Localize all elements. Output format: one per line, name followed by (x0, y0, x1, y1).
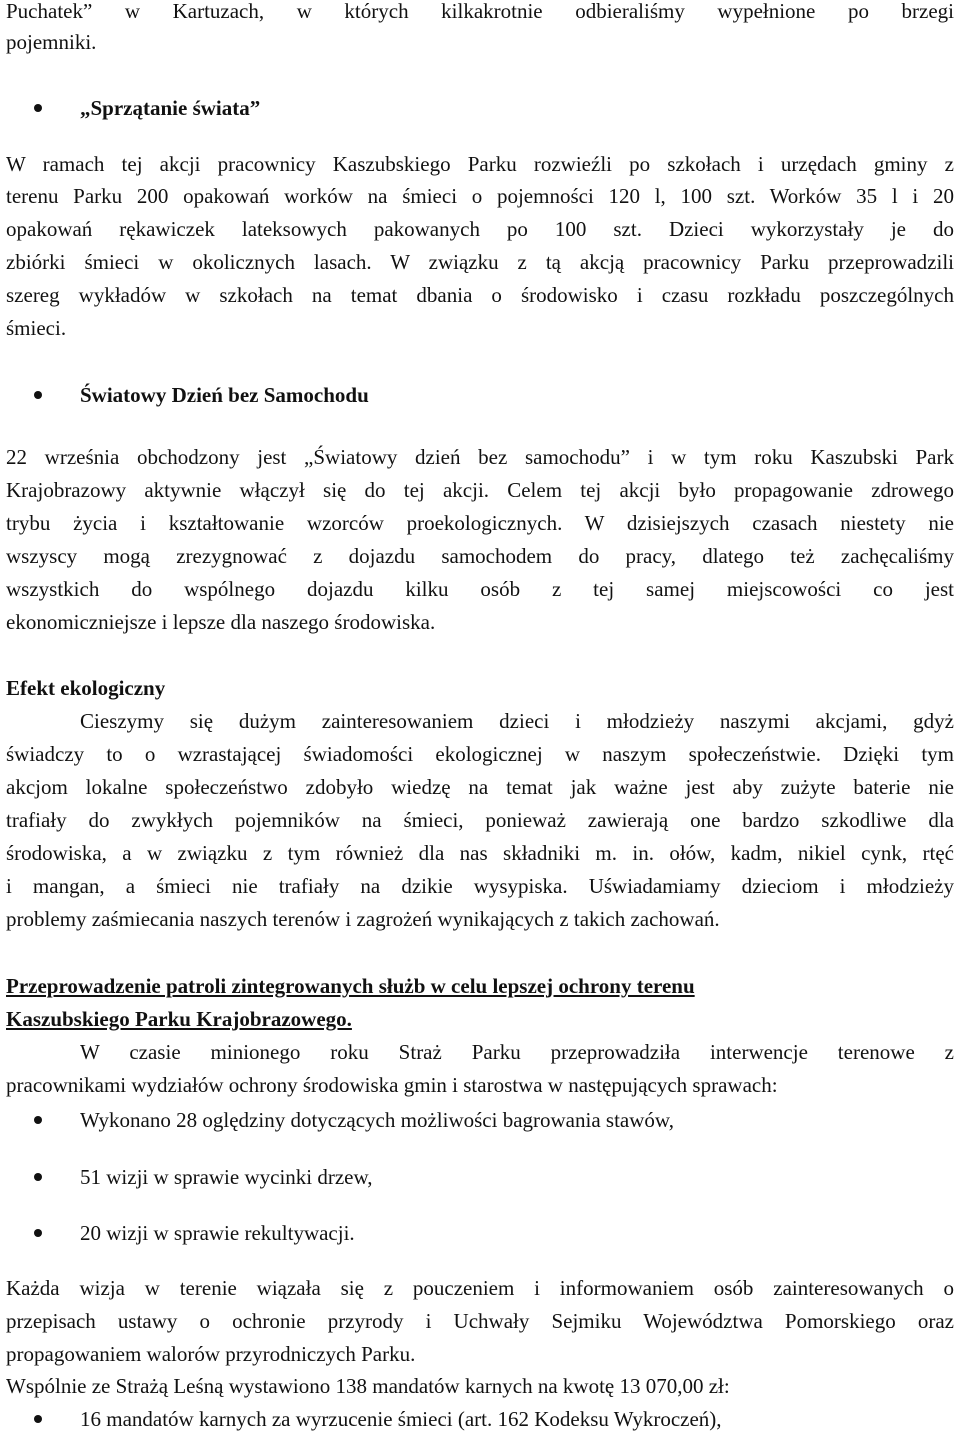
paragraph-line: środowiska, a w związku z tym również dla nas składniki m. in. ołów, kadm, nikiel cynk, rtęć (6, 841, 954, 865)
list-item (6, 380, 954, 410)
bullet-icon (34, 391, 42, 399)
paragraph-line: i mangan, a śmieci nie trafiały na dzikie wysypiska. Uświadamiamy dzieciom i młodzieży (6, 874, 954, 898)
paragraph-line: zbiórki śmieci w okolicznych lasach. W związku z tą akcją pracownicy Parku przeprowadzili (6, 250, 954, 274)
section-heading: „Sprzątanie świata” (80, 96, 261, 120)
paragraph-line: terenu Parku 200 opakowań worków na śmieci o pojemności 120 l, 100 szt. Worków 35 l i 20 (6, 184, 954, 208)
bullet-icon (34, 1229, 42, 1237)
paragraph-line: 22 września obchodzony jest „Światowy dzień bez samochodu” i w tym roku Kaszubski Park (6, 445, 954, 469)
paragraph-line: akcjom lokalne społeczeństwo zdobyło wiedzę na temat jak ważne jest aby zużyte baterie nie (6, 775, 954, 799)
list-item-text: 20 wizji w sprawie rekultywacji. (80, 1221, 355, 1245)
section-heading (6, 971, 954, 1001)
paragraph-line: wszyscy mogą zrezygnować z dojazdu samochodem do pracy, dlatego też zachęcaliśmy (6, 544, 954, 568)
section-heading: Światowy Dzień bez Samochodu (80, 383, 369, 407)
section-heading: Efekt ekologiczny (6, 676, 166, 700)
paragraph-line: propagowaniem walorów przyrodniczych Parku. (6, 1342, 416, 1366)
paragraph-line: pracownikami wydziałów ochrony środowiska gmin i starostwa w następujących sprawach: (6, 1073, 778, 1097)
list-item (6, 1105, 954, 1135)
list-item (6, 1218, 954, 1248)
paragraph-line: Cieszymy się dużym zainteresowaniem dzieci i młodzieży naszymi akcjami, gdyż (80, 709, 954, 733)
paragraph-line: Puchatek” w Kartuzach, w których kilkakrotnie odbieraliśmy wypełnione po brzegi (6, 0, 954, 23)
paragraph-line: trybu życia i kształtowanie wzorców proekologicznych. W dzisiejszych czasach niestety nie (6, 511, 954, 535)
heading-text: Przeprowadzenie patroli zintegrowanych służb w celu lepszej ochrony terenu (6, 974, 695, 998)
bullet-icon (34, 1415, 42, 1423)
paragraph-line: wszystkich do wspólnego dojazdu kilku osób z tej samej miejscowości co jest (6, 577, 954, 601)
paragraph-line: opakowań rękawiczek lateksowych pakowanych po 100 szt. Dzieci wykorzystały je do (6, 217, 954, 241)
paragraph-line: W ramach tej akcji pracownicy Kaszubskiego Parku rozwieźli po szkołach i urzędach gminy z (6, 152, 954, 176)
paragraph-line: świadczy to o wzrastającej świadomości ekologicznej w naszym społeczeństwie. Dzięki tym (6, 742, 954, 766)
list-item (6, 1162, 954, 1192)
list-item (6, 1404, 954, 1434)
list-item-text: 16 mandatów karnych za wyrzucenie śmieci (art. 162 Kodeksu Wykroczeń), (80, 1407, 722, 1431)
paragraph-line: Każda wizja w terenie wiązała się z pouczeniem i informowaniem osób zainteresowanych o (6, 1276, 954, 1300)
heading-text: Kaszubskiego Parku Krajobrazowego. (6, 1007, 352, 1031)
paragraph-line: W czasie minionego roku Straż Parku przeprowadziła interwencje terenowe z (80, 1040, 954, 1064)
paragraph-line: Krajobrazowy aktywnie włączył się do tej akcji. Celem tej akcji było propagowanie zdrowego (6, 478, 954, 502)
paragraph-line: ekonomiczniejsze i lepsze dla naszego środowiska. (6, 610, 436, 634)
bullet-icon (34, 1116, 42, 1124)
list-item-text: 51 wizji w sprawie wycinki drzew, (80, 1165, 373, 1189)
list-item (6, 93, 954, 123)
paragraph-line: szereg wykładów w szkołach na temat dbania o środowisko i czasu rozkładu poszczególnych (6, 283, 954, 307)
paragraph-line: trafiały do zwykłych pojemników na śmieci, ponieważ zawierają one bardzo szkodliwe dla (6, 808, 954, 832)
paragraph-line: śmieci. (6, 316, 67, 340)
paragraph-line: przepisach ustawy o ochronie przyrody i Uchwały Sejmiku Województwa Pomorskiego oraz (6, 1309, 954, 1333)
bullet-icon (34, 1173, 42, 1181)
paragraph-line: pojemniki. (6, 30, 97, 54)
bullet-icon (34, 104, 42, 112)
list-item-text: Wykonano 28 oględziny dotyczących możliwości bagrowania stawów, (80, 1108, 674, 1132)
paragraph-line: problemy zaśmiecania naszych terenów i zagrożeń wynikających z takich zachowań. (6, 907, 720, 931)
section-heading (6, 1004, 954, 1034)
paragraph-line: Wspólnie ze Strażą Leśną wystawiono 138 mandatów karnych na kwotę 13 070,00 zł: (6, 1374, 730, 1398)
